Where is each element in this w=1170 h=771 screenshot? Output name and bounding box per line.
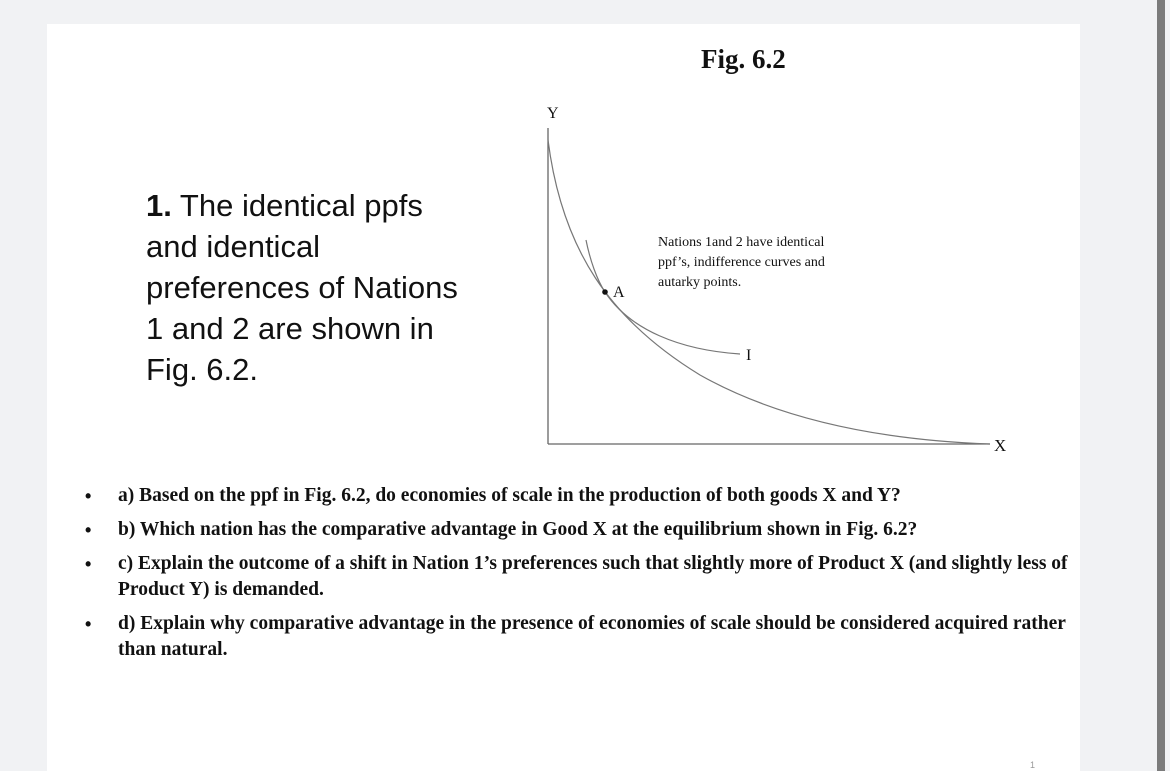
figure-note-line: autarky points.	[658, 275, 742, 290]
curve-i-label: I	[746, 347, 752, 364]
y-axis-label: Y	[547, 105, 559, 122]
question-part-text: d) Explain why comparative advantage in the presence of economies of scale should be considered acquired rather than natural.	[118, 613, 1066, 660]
bullet-marker: •	[85, 520, 92, 540]
bullet-marker: •	[85, 554, 92, 574]
page-number: 1	[1030, 760, 1036, 770]
figure-title: Fig. 6.2	[701, 44, 786, 74]
question-part-text: a) Based on the ppf in Fig. 6.2, do economies of scale in the production of both goods X and Y?	[118, 485, 901, 506]
question-text: The identical ppfs and identical preferences of Nations 1 and 2 are shown in Fig. 6.2.	[146, 188, 458, 387]
question-part	[85, 517, 1075, 543]
question-part-text: b) Which nation has the comparative advantage in Good X at the equilibrium shown in Fig. 6.2?	[118, 519, 918, 540]
bullet-marker: •	[85, 486, 92, 506]
question-number: 1.	[146, 188, 172, 223]
figure-note-line: ppf’s, indifference curves and	[658, 255, 825, 270]
figure-note	[658, 235, 828, 290]
question-parts-list	[85, 483, 1075, 671]
bullet-marker: •	[85, 614, 92, 634]
point-a-label: A	[613, 284, 625, 301]
question-part-text: c) Explain the outcome of a shift in Nation 1’s preferences such that slightly more of Product X (and slightly less of Product Y) is demanded.	[118, 553, 1068, 600]
question-part	[85, 551, 1075, 603]
question-part	[85, 483, 1075, 509]
autarky-point-marker	[602, 289, 608, 295]
question-part	[85, 611, 1075, 663]
figure-note-line: Nations 1and 2 have identical	[658, 235, 825, 250]
x-axis-label: X	[994, 436, 1007, 455]
